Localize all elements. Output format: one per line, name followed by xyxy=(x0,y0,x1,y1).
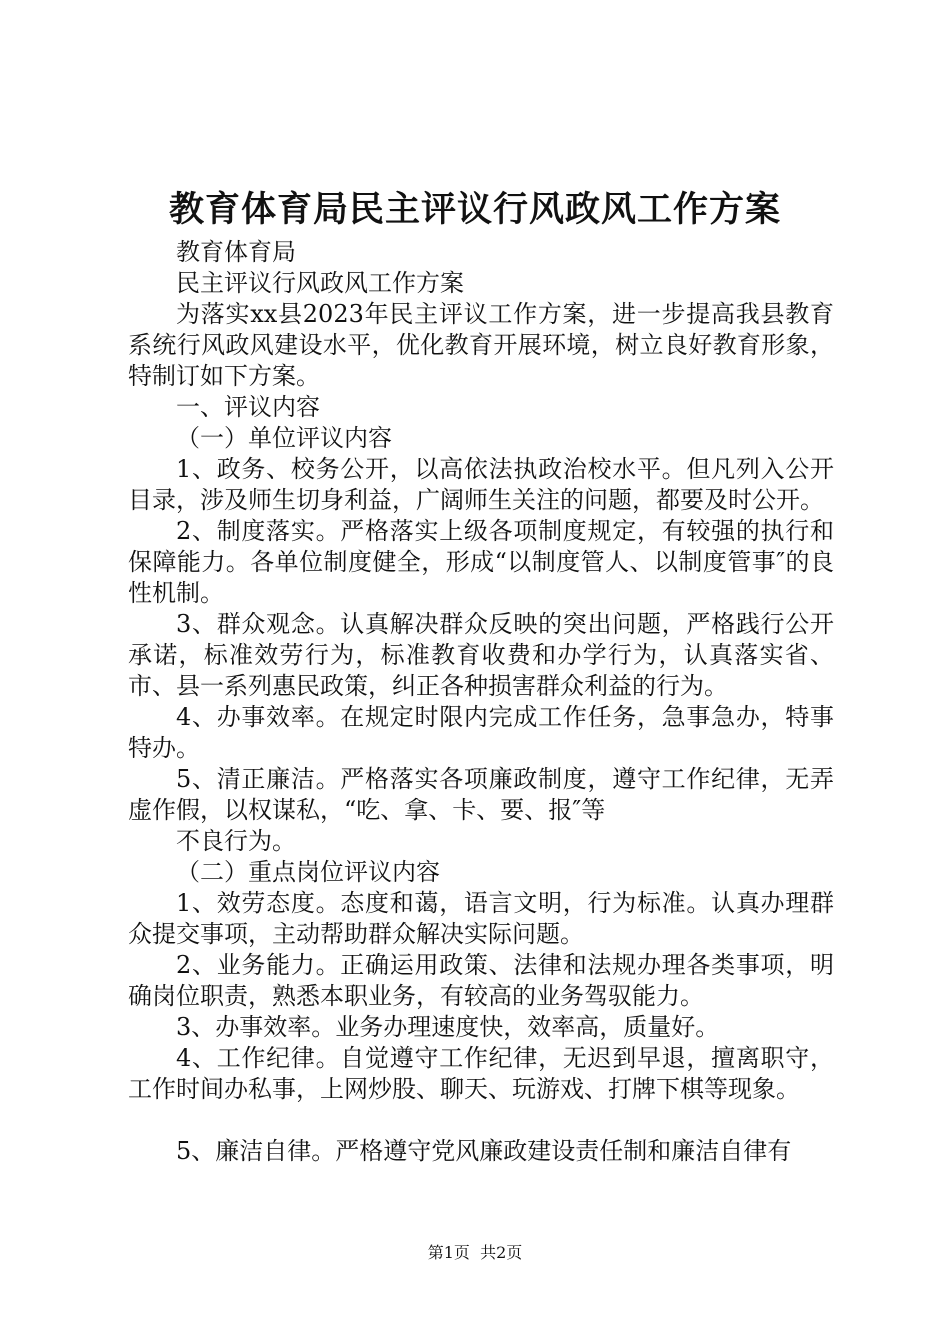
page-number-footer: 第1页 共2页 xyxy=(427,1243,523,1262)
document-body xyxy=(128,237,834,1167)
paragraph-item: 5、廉洁自律。严格遵守党风廉政建设责任制和廉洁自律有 xyxy=(176,1137,792,1165)
section-heading-1: 一、评议内容 xyxy=(176,393,320,421)
paragraph-item: 1、效劳态度。态度和蔼，语言文明，行为标准。认真办理群众提交事项，主动帮助群众解决实际问题。 xyxy=(128,889,834,948)
paragraph-org-name: 教育体育局 xyxy=(176,238,296,266)
paragraph-item: 4、办事效率。在规定时限内完成工作任务，急事急办，特事特办。 xyxy=(128,703,834,762)
paragraph-item-continued: 不良行为。 xyxy=(176,827,296,855)
subsection-heading-1: （一）单位评议内容 xyxy=(176,424,392,452)
paragraph-item: 3、群众观念。认真解决群众反映的突出问题，严格践行公开承诺，标准效劳行为，标准教育收费和办学行为，认真落实省、市、县一系列惠民政策，纠正各种损害群众利益的行为。 xyxy=(128,610,834,700)
paragraph-item: 4、工作纪律。自觉遵守工作纪律，无迟到早退，擅离职守，工作时间办私事，上网炒股、聊天、玩游戏、打牌下棋等现象。 xyxy=(128,1044,834,1103)
paragraph-subtitle: 民主评议行风政风工作方案 xyxy=(176,269,464,297)
paragraph-item: 3、办事效率。业务办理速度快，效率高，质量好。 xyxy=(176,1013,720,1041)
paragraph-item: 2、制度落实。严格落实上级各项制度规定，有较强的执行和保障能力。各单位制度健全，形成“以制度管人、以制度管事″的良性机制。 xyxy=(128,517,834,607)
paragraph-intro: 为落实xx县2023年民主评议工作方案，进一步提高我县教育系统行风政风建设水平，优化教育开展环境，树立良好教育形象，特制订如下方案。 xyxy=(128,300,834,390)
document-title: 教育体育局民主评议行风政风工作方案 xyxy=(168,189,781,230)
subsection-heading-2: （二）重点岗位评议内容 xyxy=(176,858,440,886)
paragraph-spacer xyxy=(128,1105,834,1136)
paragraph-item: 5、清正廉洁。严格落实各项廉政制度，遵守工作纪律，无弄虚作假，以权谋私，“吃、拿、卡、要、报″等 xyxy=(128,765,834,824)
paragraph-item: 2、业务能力。正确运用政策、法律和法规办理各类事项，明确岗位职责，熟悉本职业务，有较高的业务驾驭能力。 xyxy=(128,951,834,1010)
paragraph-item: 1、政务、校务公开，以高依法执政治校水平。但凡列入公开目录，涉及师生切身利益，广阔师生关注的问题，都要及时公开。 xyxy=(128,455,834,514)
